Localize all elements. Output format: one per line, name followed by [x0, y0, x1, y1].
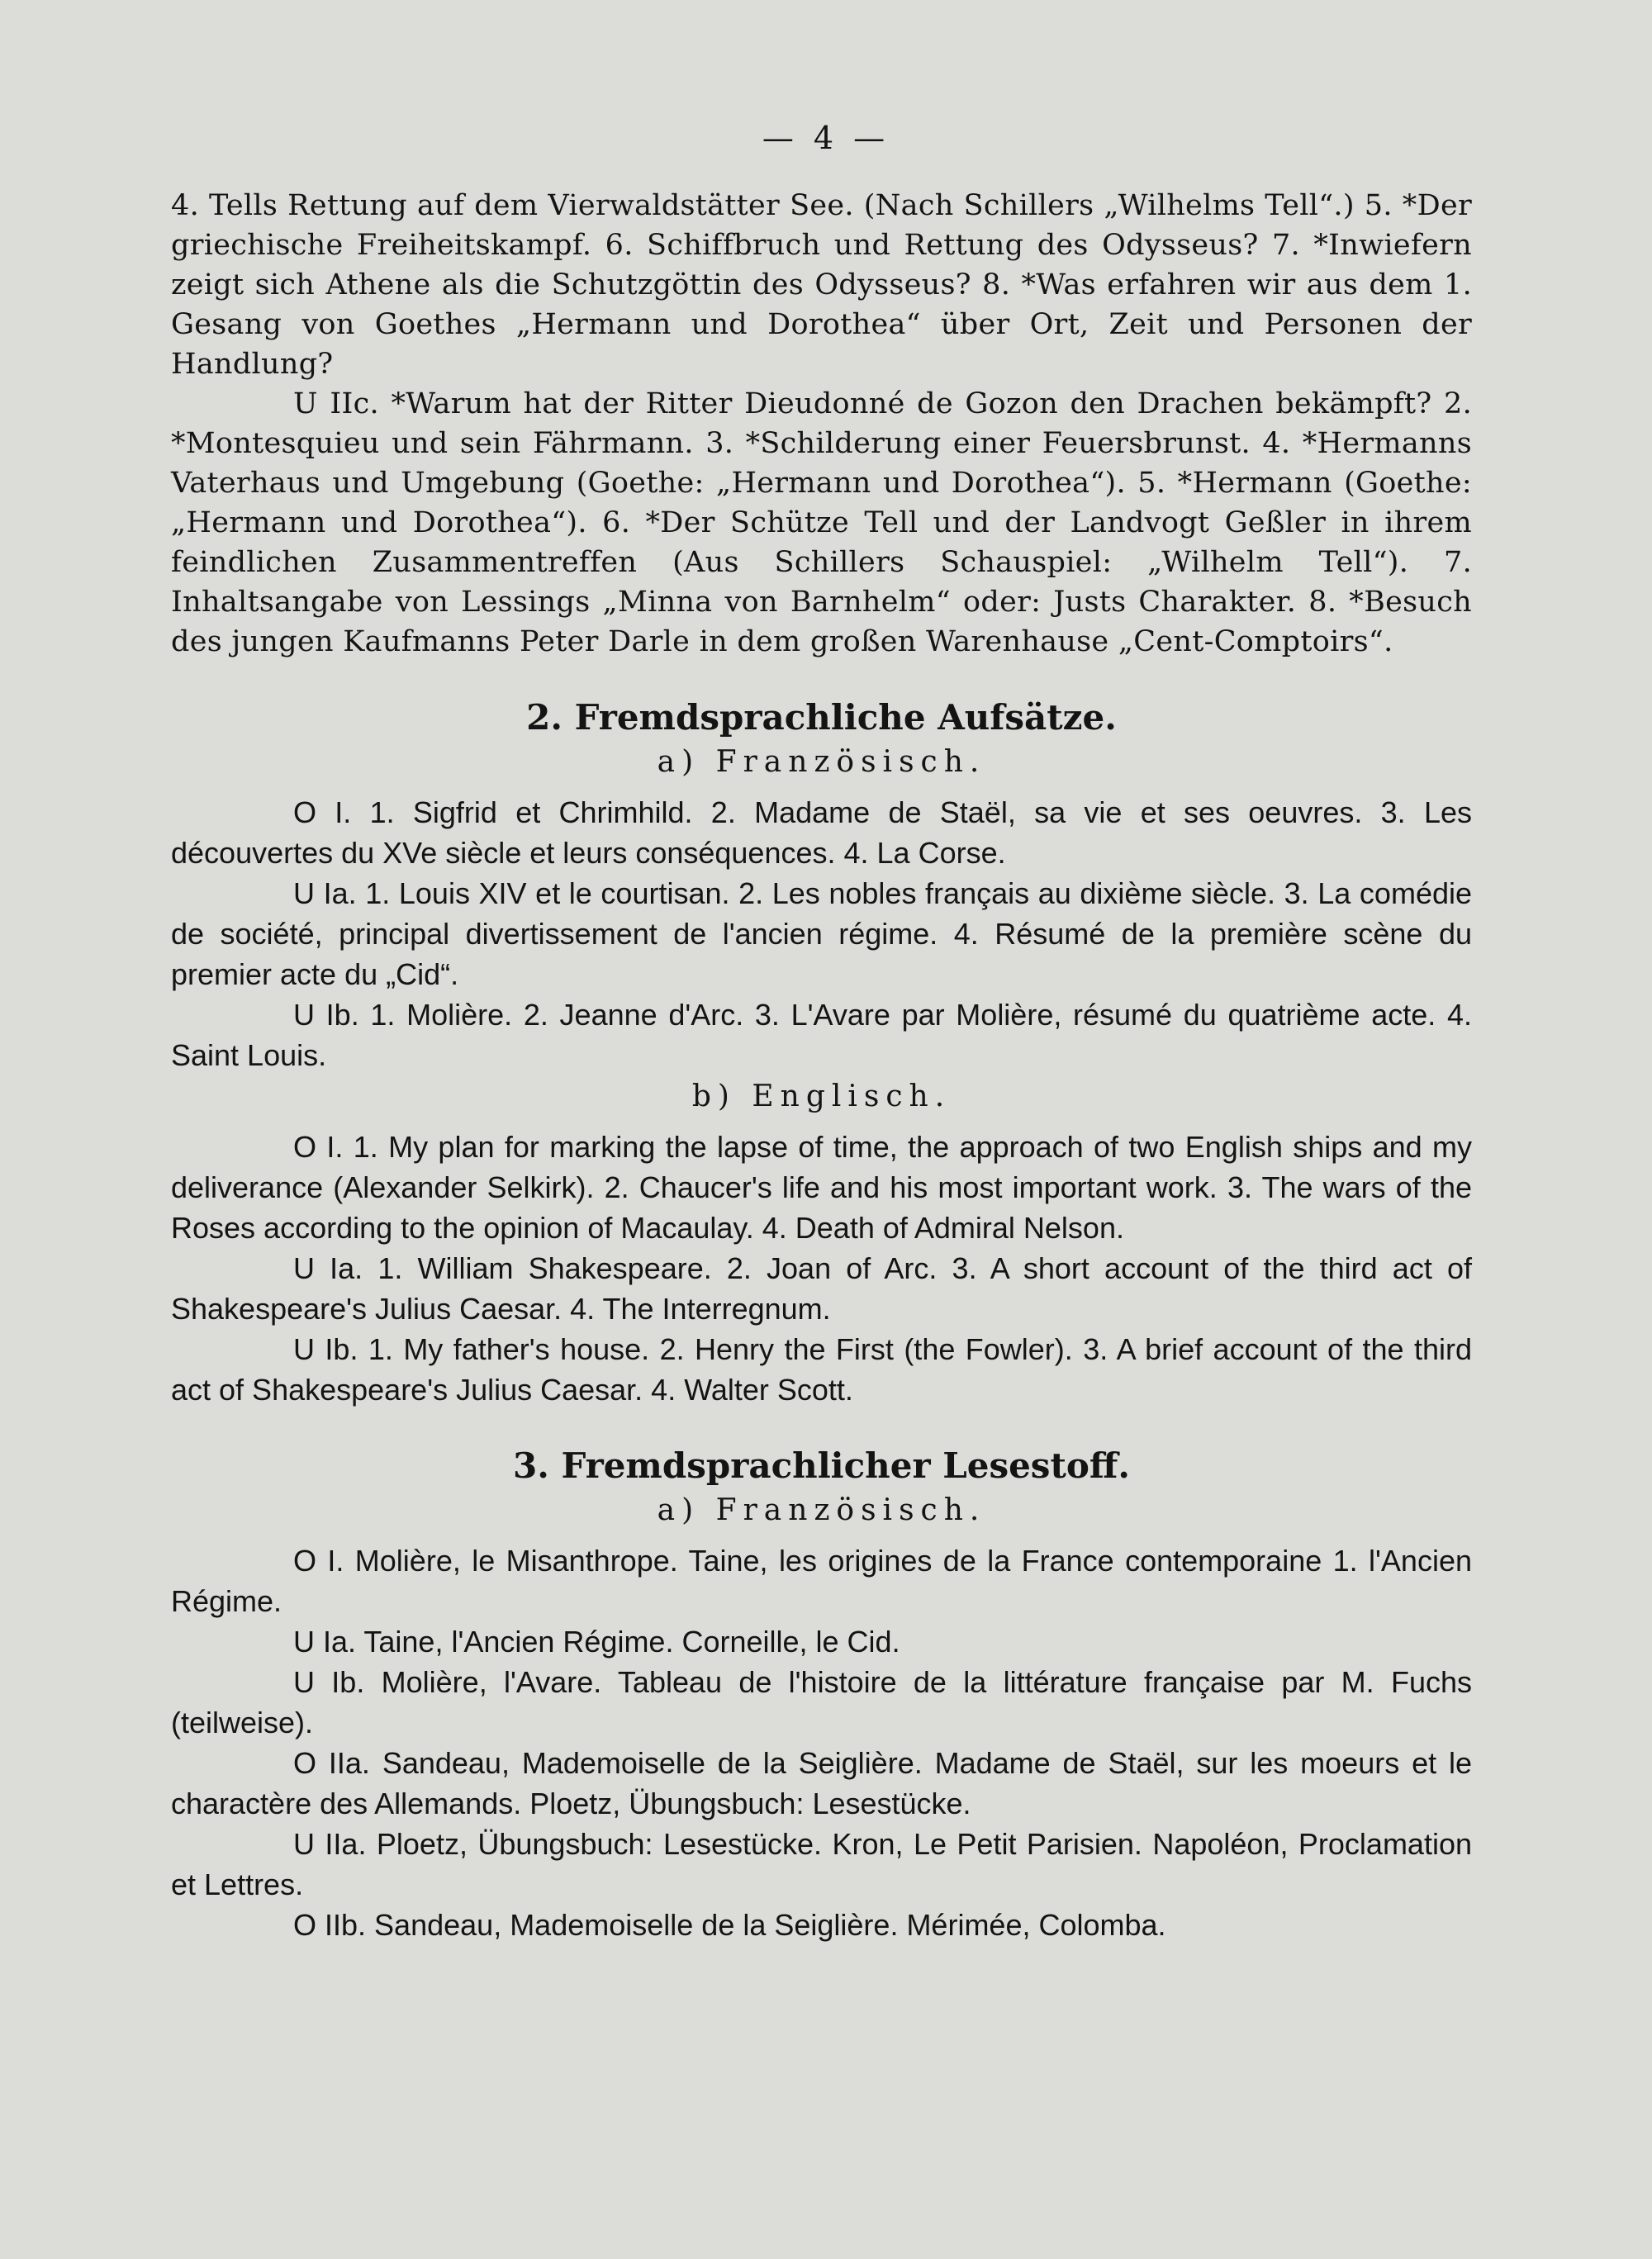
topics-text: 1. My father's house. 2. Henry the First (the Fowler). 3. A brief account of the third act of Shakespeare's Julius Caesar. 4. Walter Scott.	[171, 1332, 1472, 1407]
reading-u2a	[171, 1824, 1472, 1905]
english-topics-o1	[171, 1127, 1472, 1248]
topics-text: 1. Molière. 2. Jeanne d'Arc. 3. L'Avare par Molière, résumé du quatrième acte. 4. Saint Louis.	[171, 998, 1472, 1072]
section-heading-foreign-reading: 3. Fremdsprachlicher Lesestoff.	[513, 1445, 1130, 1486]
french-topics-u1b	[171, 994, 1472, 1075]
english-topics-u1a	[171, 1248, 1472, 1329]
subheading-english: b) Englisch.	[691, 1080, 952, 1113]
reading-text: Taine, l'Ancien Régime. Corneille, le Cid.	[363, 1625, 900, 1659]
page-number: — 4 —	[762, 120, 890, 156]
reading-o1	[171, 1540, 1472, 1621]
topics-text: *Warum hat der Ritter Dieudonné de Gozon den Drachen bekämpft? 2. *Montesquieu und sein Fährmann. 3. *Schilderung einer Feuersbrunst. 4. *Hermanns Vaterhaus und Umgebung (Goethe: „Hermann und Dorothea“). 5. *Hermann (Goethe: „Hermann und Dorothea“). 6. *Der Schütze Tell und der Landvogt Geßler in ihrem feindlichen Zusammentreffen (Aus Schillers Schauspiel: „Wilhelm Tell“). 7. Inhaltsangabe von Lessings „Minna von Barnhelm“ oder: Justs Charakter. 8. *Besuch des jungen Kaufmanns Peter Darle in dem großen Warenhause „Cent-Comptoirs“.	[171, 387, 1472, 658]
class-label: U IIa.	[293, 1827, 367, 1861]
reading-text: Ploetz, Übungsbuch: Lesestücke. Kron, Le Petit Parisien. Napoléon, Proclamation et Lettres.	[171, 1827, 1472, 1901]
class-label: U IIc.	[293, 387, 379, 420]
topics-text: 1. William Shakespeare. 2. Joan of Arc. 3. A short account of the third act of Shakespeare's Julius Caesar. 4. The Interregnum.	[171, 1251, 1472, 1326]
class-label: U Ib.	[293, 998, 359, 1032]
reading-o2b	[171, 1905, 1472, 1945]
reading-u1b	[171, 1662, 1472, 1743]
topics-text: 1. Louis XIV et le courtisan. 2. Les nobles français au dixième siècle. 3. La comédie de société, principal divertissement de l'ancien régime. 4. Résumé de la première scène du premier acte du „Cid“.	[171, 876, 1473, 991]
topics-text: 1. Sigfrid et Chrimhild. 2. Madame de Staël, sa vie et ses oeuvres. 3. Les découvertes du XVe siècle et leurs conséquences. 4. La Corse.	[171, 795, 1472, 870]
class-label: O I.	[293, 1130, 344, 1164]
class-label: U Ib.	[293, 1665, 365, 1699]
class-label: U Ib.	[293, 1332, 358, 1366]
class-label: O I.	[293, 795, 352, 829]
class-label: U Ia.	[293, 1251, 363, 1285]
class-label: O IIa.	[293, 1746, 370, 1780]
reading-text: Molière, le Misanthrope. Taine, les origines de la France contemporaine 1. l'Ancien Régime.	[171, 1544, 1472, 1618]
reading-text: Sandeau, Mademoiselle de la Seiglière. Madame de Staël, sur les moeurs et le charactère des Allemands. Ploetz, Übungsbuch: Lesestücke.	[171, 1746, 1473, 1820]
english-topics-u1b	[171, 1329, 1472, 1410]
class-label: O I.	[293, 1544, 344, 1578]
reading-text: Molière, l'Avare. Tableau de l'histoire de la littérature française par M. Fuchs (teilweise).	[171, 1665, 1472, 1739]
german-essay-topics-u2c	[171, 384, 1472, 662]
page-content	[171, 186, 1472, 1945]
class-label: O IIb.	[293, 1908, 367, 1942]
class-label: U Ia.	[293, 1625, 357, 1659]
reading-u1a	[171, 1621, 1472, 1662]
topics-text: 1. My plan for marking the lapse of time, the approach of two English ships and my deliverance (Alexander Selkirk). 2. Chaucer's life and his most important work. 3. The wars of the Roses according to the opinion of Macaulay. 4. Death of Admiral Nelson.	[171, 1130, 1472, 1245]
section-heading-foreign-essays: 2. Fremdsprachliche Aufsätze.	[526, 697, 1117, 738]
french-topics-u1a	[171, 873, 1472, 994]
reading-text: Sandeau, Mademoiselle de la Seiglière. Mérimée, Colomba.	[374, 1908, 1166, 1942]
class-label: U Ia.	[293, 876, 357, 910]
french-topics-o1	[171, 792, 1472, 873]
reading-o2a	[171, 1743, 1472, 1824]
german-essay-topics-continued: 4. Tells Rettung auf dem Vierwaldstätter See. (Nach Schillers „Wilhelms Tell“.) 5. *Der griechische Freiheitskampf. 6. Schiffbruch und Rettung des Odysseus? 7. *Inwiefern zeigt sich Athene als die Schutzgöttin des Odysseus? 8. *Was erfahren wir aus dem 1. Gesang von Goethes „Hermann und Dorothea“ über Ort, Zeit und Personen der Handlung?	[171, 189, 1472, 381]
subheading-french-reading: a) Französisch.	[657, 1493, 986, 1527]
subheading-french: a) Französisch.	[657, 745, 986, 779]
